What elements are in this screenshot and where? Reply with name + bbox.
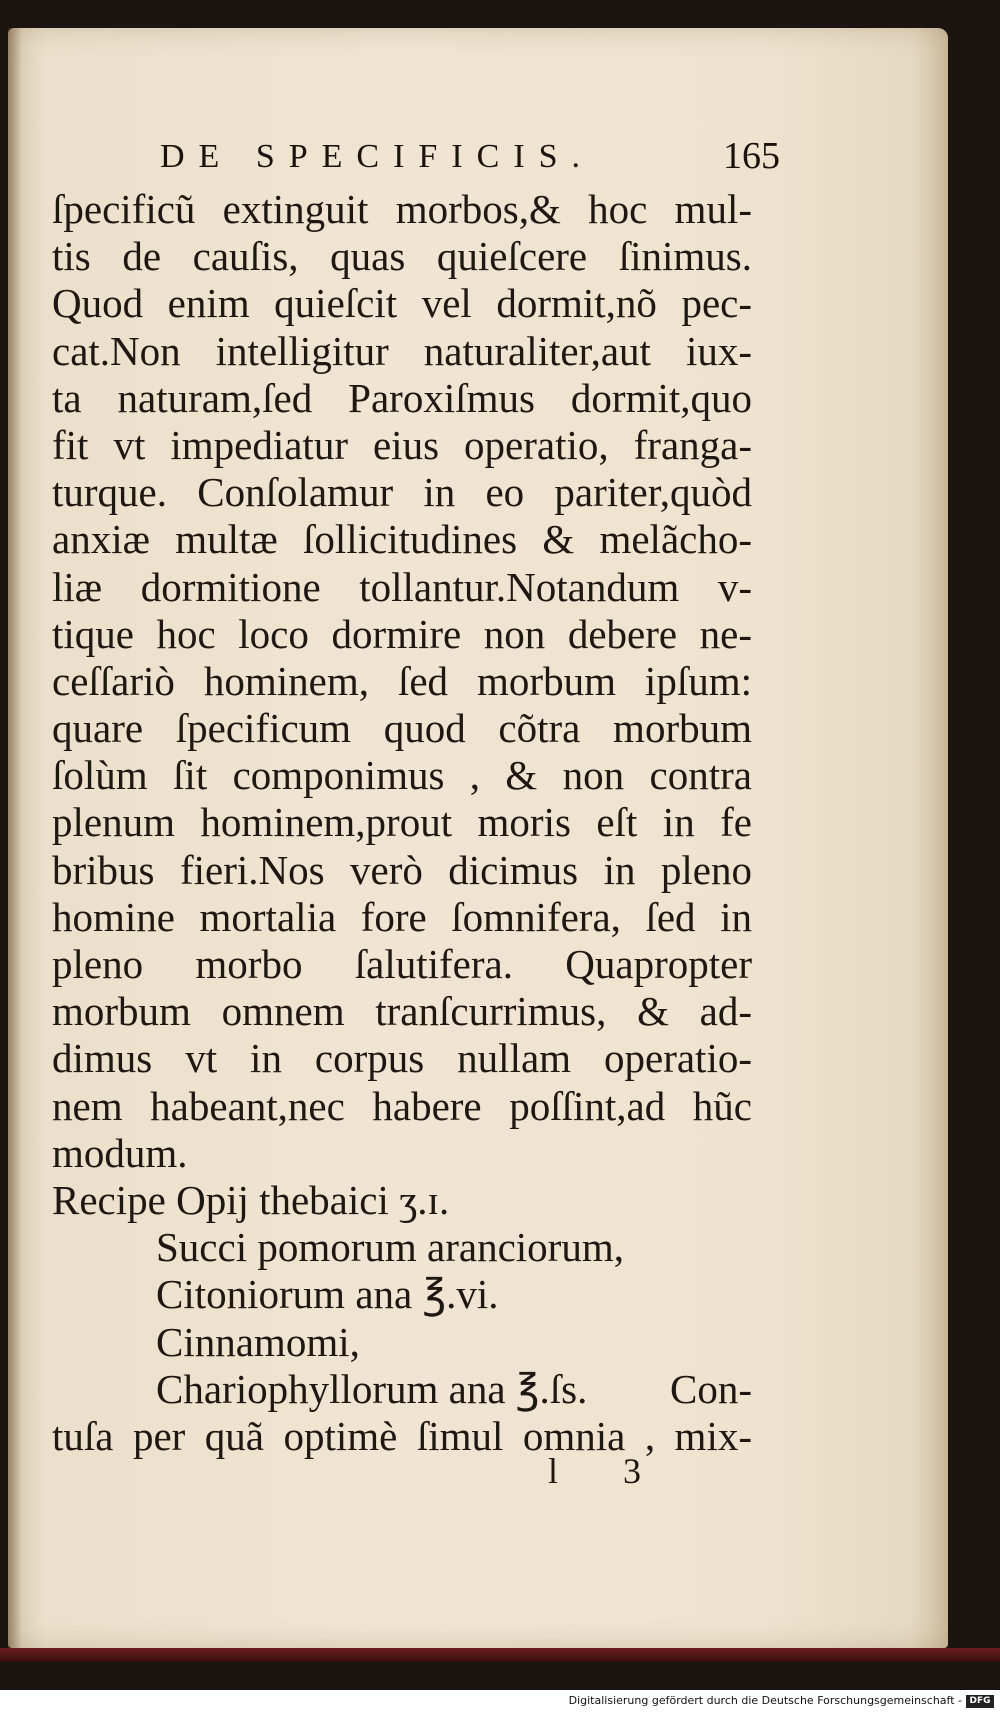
recipe-ingredient-last — [52, 1366, 752, 1413]
text-line: Quod enim quieſcit vel dormit,nõ pec- — [52, 280, 752, 327]
recipe-ingredient: Cinnamomi, — [156, 1318, 360, 1365]
text-line: tis de cauſis, quas quieſcere ſinimus. — [52, 233, 752, 280]
text-line: quare ſpecificum quod cõtra morbum — [52, 705, 752, 752]
text-line: bribus fieri.Nos verò dicimus in pleno — [52, 846, 752, 893]
text-line: nem habeant,nec habere poſſint,ad hũc — [52, 1082, 752, 1129]
page-number: 165 — [723, 135, 780, 177]
spine-shadow — [8, 28, 22, 1648]
text-line: liæ dormitione tollantur.Notandum v- — [52, 563, 752, 610]
recipe-ingredient-text: Chariophyllorum ana ℥.ſs. — [156, 1365, 588, 1412]
text-line: plenum hominem,prout moris eſt in fe — [52, 799, 752, 846]
text-line: turque. Conſolamur in eo pariter,quòd — [52, 469, 752, 516]
text-line: ceſſariò hominem, ſed morbum ipſum: — [52, 657, 752, 704]
recipe-ingredient: Citoniorum ana ℥.vi. — [156, 1271, 499, 1318]
book-bottom-edge — [0, 1648, 1000, 1662]
text-line: anxiæ multæ ſollicitudines & melãcho- — [52, 516, 752, 563]
running-title: DE SPECIFICIS. — [160, 138, 595, 175]
text-line: tique hoc loco dormire non debere ne- — [52, 610, 752, 657]
text-line: homine mortalia fore ſomnifera, ſed in — [52, 893, 752, 940]
text-line: fit vt impediatur eius operatio, franga- — [52, 421, 752, 468]
dfg-logo-icon: DFG — [966, 1695, 994, 1708]
main-text — [52, 186, 752, 1460]
text-line: morbum omnem tranſcurrimus, & ad- — [52, 988, 752, 1035]
recipe-ingredient: Succi pomorum aranciorum, — [156, 1224, 624, 1271]
text-line: ſolùm ſit componimus , & non contra — [52, 752, 752, 799]
recipe-heading: Recipe Opĳ thebaici ʒ.ɪ. — [52, 1176, 450, 1223]
text-line: dimus vt in corpus nullam operatio- — [52, 1035, 752, 1082]
footer — [0, 1690, 1000, 1713]
running-head — [160, 135, 780, 182]
text-line: pleno morbo ſalutifera. Quapropter — [52, 941, 752, 987]
text-line: ſpecificũ extinguit morbos,& hoc mul- — [52, 186, 752, 232]
text-line: tuſa per quã optimè ſimul omnia , mix- — [52, 1412, 752, 1459]
recipe-continuation: Con- — [670, 1365, 752, 1412]
funding-credit: Digitalisierung gefördert durch die Deutsche Forschungsgemeinschaft - — [568, 1694, 962, 1707]
text-line: cat.Non intelligitur naturaliter,aut iux- — [52, 327, 752, 374]
signature-mark: l 3 — [548, 1451, 670, 1491]
text-line: ta naturam,ſed Paroxiſmus dormit,quo — [52, 374, 752, 421]
text-line: modum. — [52, 1129, 188, 1176]
